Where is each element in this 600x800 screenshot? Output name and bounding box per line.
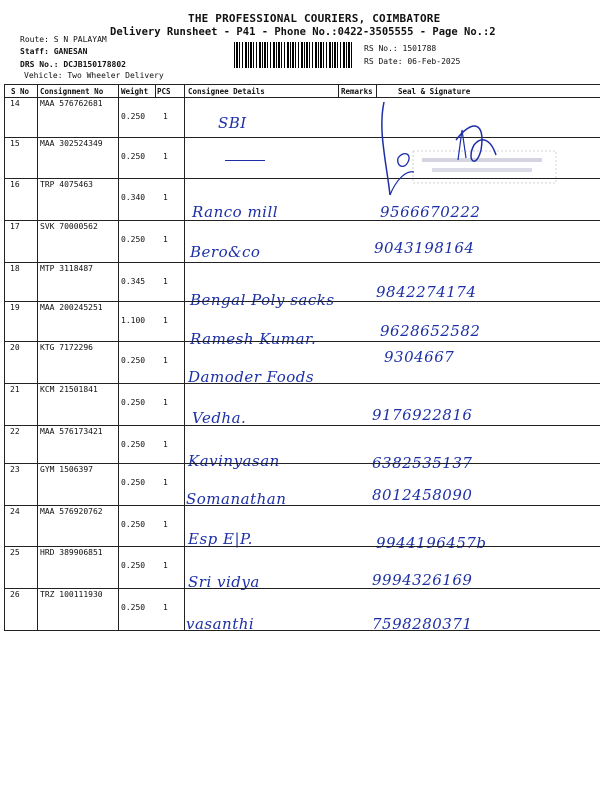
row-sno: 23 xyxy=(10,465,20,474)
row-weight: 0.250 xyxy=(121,235,146,244)
row-sno: 26 xyxy=(10,590,20,599)
row-weight: 0.250 xyxy=(121,112,146,121)
row-weight: 0.250 xyxy=(121,152,146,161)
row-consignment-no: MAA 576920762 xyxy=(40,507,103,516)
row-signature-number: 9944196457b xyxy=(376,534,487,552)
row-consignment-no: TRZ 100111930 xyxy=(40,590,103,599)
row-signature-number: 8012458090 xyxy=(372,486,473,504)
row-signature-number: 9304667 xyxy=(384,348,455,366)
row-sno: 16 xyxy=(10,180,20,189)
row-signature-number: 6382535137 xyxy=(372,454,473,472)
row-divider xyxy=(4,588,600,589)
col-header-sno: S No xyxy=(11,87,30,96)
runsheet-title: THE PROFESSIONAL COURIERS, COIMBATORE xyxy=(188,12,441,25)
row-consignment-no: MAA 200245251 xyxy=(40,303,103,312)
row-weight: 0.250 xyxy=(121,520,146,529)
row-divider xyxy=(4,505,600,506)
row-consignee-name: Sri vidya xyxy=(188,573,260,591)
row-sno: 25 xyxy=(10,548,20,557)
row-consignment-no: SVK 70000562 xyxy=(40,222,98,231)
row-signature-number: 9176922816 xyxy=(372,406,473,424)
row-consignee-name: Esp E|P. xyxy=(188,530,253,548)
row-consignment-no: MTP 3118487 xyxy=(40,264,93,273)
row-consignment-no: KCM 21501841 xyxy=(40,385,98,394)
row-weight: 0.250 xyxy=(121,356,146,365)
row-divider xyxy=(4,220,600,221)
row-divider xyxy=(4,383,600,384)
col-header-pcs: PCS xyxy=(157,87,171,96)
route-label: Route: S N PALAYAM xyxy=(20,35,107,44)
row-pcs: 1 xyxy=(163,478,168,487)
row-pcs: 1 xyxy=(163,520,168,529)
row-consignment-no: KTG 7172296 xyxy=(40,343,93,352)
rs-number: RS No.: 1501788 xyxy=(364,44,437,53)
vehicle-label: Vehicle: Two Wheeler Delivery xyxy=(24,71,164,80)
row-signature-number: 9628652582 xyxy=(380,322,481,340)
row-consignment-no: MAA 576173421 xyxy=(40,427,103,436)
row-consignment-no: GYM 1506397 xyxy=(40,465,93,474)
col-header-weight: Weight xyxy=(121,87,149,96)
row-signature-number: 9043198164 xyxy=(374,239,475,257)
col-header-consignee: Consignee Details xyxy=(188,87,265,96)
row-pcs: 1 xyxy=(163,561,168,570)
row-pcs: 1 xyxy=(163,356,168,365)
signature-scribble-image xyxy=(376,100,576,200)
row-sno: 15 xyxy=(10,139,20,148)
row-pcs: 1 xyxy=(163,112,168,121)
row-pcs: 1 xyxy=(163,152,168,161)
row-sno: 22 xyxy=(10,427,20,436)
row-signature-number: 9566670222 xyxy=(380,203,481,221)
row-consignment-no: MAA 302524349 xyxy=(40,139,103,148)
rs-date: RS Date: 06-Feb-2025 xyxy=(364,57,461,66)
row-pcs: 1 xyxy=(163,398,168,407)
row-pcs: 1 xyxy=(163,440,168,449)
row-sno: 24 xyxy=(10,507,20,516)
row-signature-number: 9842274174 xyxy=(376,283,477,301)
row-divider xyxy=(4,425,600,426)
runsheet-subtitle: Delivery Runsheet - P41 - Phone No.:0422-3505555 - Page No.:2 xyxy=(110,26,496,38)
row-weight: 0.250 xyxy=(121,478,146,487)
row-weight: 0.340 xyxy=(121,193,146,202)
row-sno: 20 xyxy=(10,343,20,352)
row-pcs: 1 xyxy=(163,193,168,202)
row-pcs: 1 xyxy=(163,277,168,286)
row-divider xyxy=(4,463,600,464)
row-sno: 19 xyxy=(10,303,20,312)
row-consignee-name: Ramesh Kumar. xyxy=(190,330,317,348)
row-signature-number: 9994326169 xyxy=(372,571,473,589)
row-consignee-name: vasanthi xyxy=(186,615,255,633)
row-consignee-name: Kavinyasan xyxy=(188,452,280,470)
row-divider xyxy=(4,301,600,302)
row-pcs: 1 xyxy=(163,235,168,244)
row-signature-number: 7598280371 xyxy=(372,615,473,633)
row-consignee-name: Bengal Poly sacks xyxy=(190,291,335,309)
row-divider xyxy=(4,262,600,263)
col-header-seal-signature: Seal & Signature xyxy=(398,87,471,96)
row-consignee-name: SBI xyxy=(218,114,247,132)
row-divider xyxy=(4,630,600,631)
row-consignee-name: Ranco mill xyxy=(192,203,279,221)
row-consignee-name: Damoder Foods xyxy=(188,368,315,386)
row-consignee-name: Somanathan xyxy=(186,490,287,508)
staff-label: Staff: GANESAN xyxy=(20,47,88,56)
row-consignee-name: Bero&co xyxy=(190,243,261,261)
row-weight: 0.250 xyxy=(121,440,146,449)
row-sno: 17 xyxy=(10,222,20,231)
row-weight: 0.345 xyxy=(121,277,146,286)
drs-number: DRS No.: DCJB150178802 xyxy=(20,60,126,69)
row-divider xyxy=(4,341,600,342)
row-consignment-no: MAA 576762681 xyxy=(40,99,103,108)
row-divider xyxy=(4,546,600,547)
row-weight: 0.250 xyxy=(121,561,146,570)
barcode-image xyxy=(234,42,352,68)
row-pcs: 1 xyxy=(163,316,168,325)
row-sno: 18 xyxy=(10,264,20,273)
col-header-consignment: Consignment No xyxy=(40,87,104,96)
row-consignee-name: Vedha. xyxy=(192,409,247,427)
col-header-remarks: Remarks xyxy=(341,87,373,96)
row-consignment-no: TRP 4075463 xyxy=(40,180,93,189)
row-pcs: 1 xyxy=(163,603,168,612)
row-weight: 0.250 xyxy=(121,398,146,407)
row-weight: 0.250 xyxy=(121,603,146,612)
row-consignee-scribble xyxy=(225,160,265,161)
row-weight: 1.100 xyxy=(121,316,146,325)
row-sno: 14 xyxy=(10,99,20,108)
row-sno: 21 xyxy=(10,385,20,394)
row-consignment-no: HRD 389906851 xyxy=(40,548,103,557)
